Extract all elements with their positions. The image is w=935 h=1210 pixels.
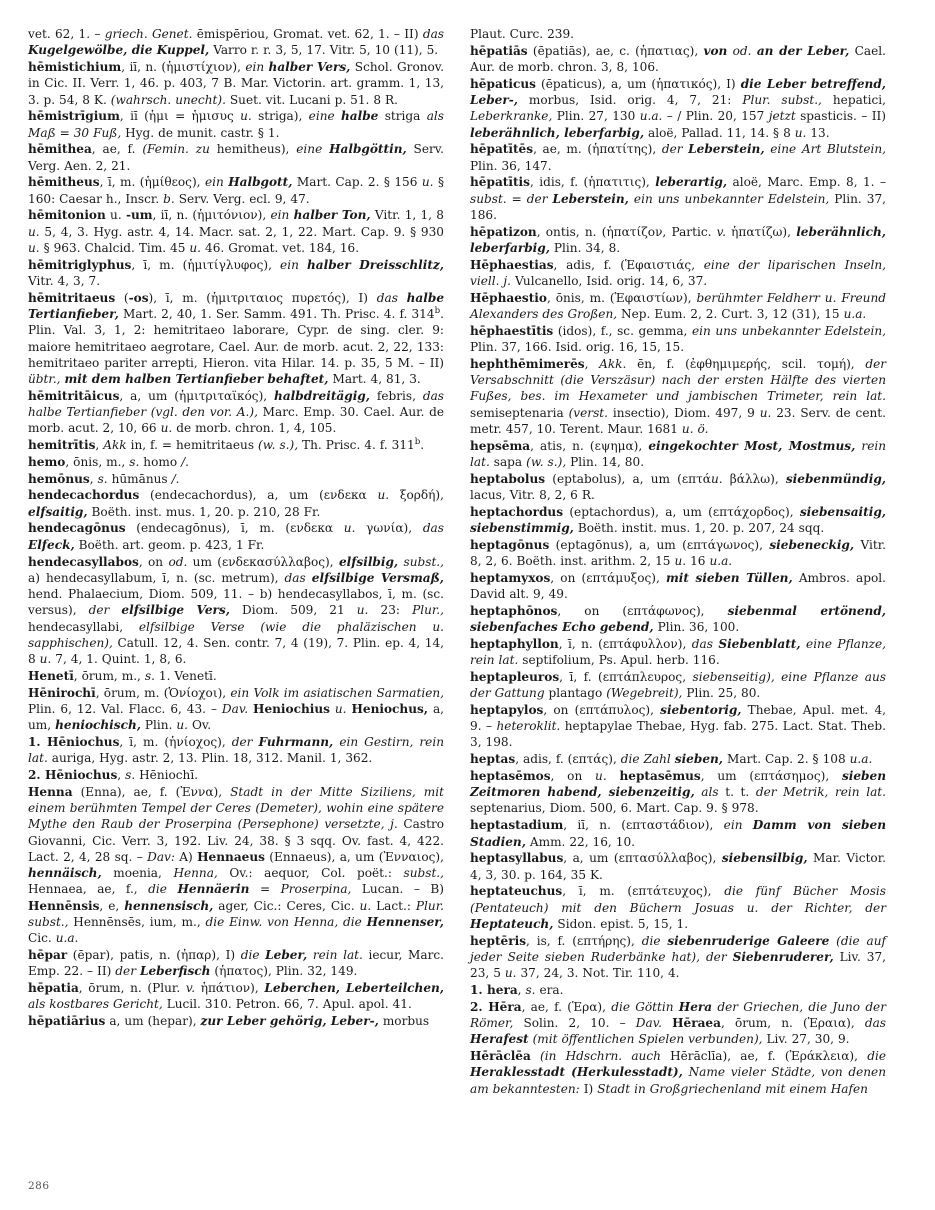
dictionary-entry: 2. Hēniochus, s. Hēniochī. xyxy=(28,767,199,782)
dictionary-entry: 2. Hēra, ae, f. (Ἑρα), die Göttin Hera der Griechen, die Juno der Römer, Solin. 2, 10. – Dav. Hēraea, ōrum, n. (Ἑραια), das Herafest (mit öffentlichen Spielen verbunden), Liv. 27, 30, 9. xyxy=(470,999,887,1047)
dictionary-entry: hēmitritāicus, a, um (ἡμιτριταϊκός), halbdreitägig, febris, das halbe Tertianfieber (vgl. den vor. A.), Marc. Emp. 30. Cael. Aur. de morb. acut. 2, 10, 66 u. de morb. chron. 1, 4, 105. xyxy=(28,388,445,436)
dictionary-entry: heptateuchus, ī, m. (επτάτευχος), die fünf Bücher Mosis (Pentateuch) mit den Büchern Josuas u. der Richter, der Heptateuch, Sidon. epist. 5, 15, 1. xyxy=(470,884,886,931)
left-column xyxy=(28,26,444,1097)
dictionary-entry: hendecachordus (endecachordus), a, um (ενδεκα u. ξορδή), elfsaitig, Boëth. inst. mus. 1, 20. p. 210, 28 Fr. xyxy=(28,488,444,519)
dictionary-entry: hemitrītis, Akk in, f. = hemitritaeus (w. s.), Th. Prisc. 4. f. 311$^b$. xyxy=(28,437,425,453)
dictionary-entry: heptapleuros, ī, f. (επτάπλευρος, siebenseitig), eine Pflanze aus der Gattung plantago (Wegebreit), Plin. 25, 80. xyxy=(470,669,886,701)
dictionary-entry: heptapylos, on (επτάπυλος), siebentorig, Thebae, Apul. met. 4, 9. – heteroklit. heptapylae Thebae, Hyg. fab. 275. Lact. Stat. Theb. 3, 198. xyxy=(470,702,886,750)
dictionary-entry: hēmistrīgium, iī (ἡμι = ἡμισυς u. striga), eine halbe striga als Maß = 30 Fuß, Hyg. de munit. castr. § 1. xyxy=(28,109,444,140)
dictionary-entry: hēpar (ēpar), patis, n. (ἠπαρ), I) die Leber, rein lat. iecur, Marc. Emp. 22. – II) der Leberfisch (ἡπατος), Plin. 32, 149. xyxy=(28,947,444,979)
dictionary-entry: heptastadium, iī, n. (επταστάδιον), ein Damm von sieben Stadien, Amm. 22, 16, 10. xyxy=(470,818,886,849)
dictionary-entry: Hēphaestio, ōnis, m. (Ἑφαιστίων), berühmter Feldherr u. Freund Alexanders des Großen, Nep. Eum. 2, 2. Curt. 3, 12 (31), 15 u.a. xyxy=(470,290,886,322)
dictionary-entry: hemo, ōnis, m., s. homo /. xyxy=(28,454,189,469)
dictionary-entry: heptas, adis, f. (επτάς), die Zahl sieben, Mart. Cap. 2. § 108 u.a. xyxy=(470,752,873,767)
dictionary-entry: Hērāclēa (in Hdschrn. auch Hērāclīa), ae, f. (Ἑράκλεια), die Heraklesstadt (Herkulesstadt), Name vieler Städte, von denen am bekanntesten: I) Stadt in Großgriechenland mit einem Hafen xyxy=(470,1048,886,1096)
dictionary-entry: heptasyllabus, a, um (επτασύλλαβος), siebensilbig, Mar. Victor. 4, 3, 30. p. 164, 35 K. xyxy=(470,851,887,882)
dictionary-entry: hemōnus, s. hūmānus /. xyxy=(28,471,180,486)
dictionary-entry: 1. Hēniochus, ī, m. (ἡνίοχος), der Fuhrmann, ein Gestirn, rein lat. auriga, Hyg. astr. 2, 13. Plin. 18, 312. Manil. 1, 362. xyxy=(28,734,444,766)
dictionary-entry: hēmitritaeus (-os), ī, m. (ἡμιτριταιος πυρετός), I) das halbe Tertianfieber, Mart. 2, 40, 1. Ser. Samm. 491. Th. Prisc. 4. f. 314$^b$. Plin. Val. 3, 1, 2: hemitritaeo laborare, Cypr. de sing. cler. 9: maiore hemitritaeo aegrotare, Cael. Aur. de morb. acut. 2, 22, 133: hemitritaeo pariter arrepti, Hieron. vita Hilar. 14. p. 35, 5 M. – II) übtr., mit dem halben Tertianfieber behaftet, Mart. 4, 81, 3. xyxy=(28,290,445,387)
dictionary-entry: hendecagōnus (endecagōnus), ī, m. (ενδεκα u. γωνία), das Elfeck, Boëth. art. geom. p. 423, 1 Fr. xyxy=(28,521,444,552)
dictionary-entry: hēphaestītis (idos), f., sc. gemma, ein uns unbekannter Edelstein, Plin. 37, 166. Isid. orig. 16, 15, 15. xyxy=(470,323,886,355)
dictionary-entry: Henetī, ōrum, m., s. 1. Venetī. xyxy=(28,668,217,683)
dictionary-entry: heptamyxos, on (επτάμυξος), mit sieben Tüllen, Ambros. apol. David alt. 9, 49. xyxy=(470,570,886,602)
dictionary-entry: heptaphōnos, on (επτάφωνος), siebenmal ertönend, siebenfaches Echo gebend, Plin. 36, 100. xyxy=(470,603,887,635)
dictionary-entry: hēpaticus (ēpaticus), a, um (ἡπατικός), I) die Leber betreffend, Leber-, morbus, Isid. orig. 4, 7, 21: Plur. subst., hepatici, Leberkranke, Plin. 27, 130 u.a. – / Plin. 20, 157 jetzt spasticis. – II) leberähnlich, leberfarbig, aloë, Pallad. 11, 14. § 8 u. 13. xyxy=(470,76,886,140)
dictionary-entry: hēpatītēs, ae, m. (ἡπατίτης), der Leberstein, eine Art Blutstein, Plin. 36, 147. xyxy=(470,142,886,173)
dictionary-entry: Hēnirochī, ōrum, m. (Ὁνίοχοι), ein Volk im asiatischen Sarmatien, Plin. 6, 12. Val. Flacc. 6, 43. – Dav. Heniochius u. Heniochus, a, um, heniochisch, Plin. u. Ov. xyxy=(28,685,444,733)
dictionary-entry: heptasēmos, on u. heptasēmus, um (επτάσημος), sieben Zeitmoren habend, siebenzeitig, als t. t. der Metrik, rein lat. septenarius, Diom. 500, 6. Mart. Cap. 9. § 978. xyxy=(470,768,886,816)
dictionary-entry: vet. 62, 1. – griech. Genet. ēmispēriou, Gromat. vet. 62, 1. – II) das Kugelgewölbe, die Kuppel, Varro r. r. 3, 5, 17. Vitr. 5, 10 (11), 5. xyxy=(28,27,445,58)
dictionary-entry: hēmitriglyphus, ī, m. (ἡμιτίγλυφος), ein halber Dreisschlitz, Vitr. 4, 3, 7. xyxy=(28,257,444,288)
dictionary-entry: hēmistichium, iī, n. (ἡμιστίχιον), ein halber Vers, Schol. Gronov. in Cic. II. Verr. 1, 46. p. 403, 7 B. Mar. Victorin. art. gramm. 1, 13, 3. p. 54, 8 K. (wahrsch. unecht). Suet. vit. Lucani p. 51. 8 R. xyxy=(28,60,445,107)
dictionary-entry: Hēphaestias, adis, f. (Ἑφαιστιάς, eine der liparischen Inseln, viell. j. Vulcanello, Isid. orig. 14, 6, 37. xyxy=(470,257,887,288)
dictionary-entry: heptagōnus (eptagōnus), a, um (επτάγωνος), siebeneckig, Vitr. 8, 2, 6. Boëth. inst. arithm. 2, 15 u. 16 u.a. xyxy=(470,537,886,568)
dictionary-entry: hēmitonion u. -um, iī, n. (ἡμιτόνιον), ein halber Ton, Vitr. 1, 1, 8 u. 5, 4, 3. Hyg. astr. 4, 14. Macr. sat. 2, 1, 22. Mart. Cap. 9. § 930 u. § 963. Chalcid. Tim. 45 u. 46. Gromat. vet. 184, 16. xyxy=(28,208,444,255)
dictionary-entry: hendecasyllabos, on od. um (ενδεκασύλλαβος), elfsilbig, subst., a) hendecasyllabum, ī, n. (sc. metrum), das elfsilbige Versmaß, hend. Phalaecium, Diom. 509, 11. – b) hendecasyllabos, ī, m. (sc. versus), der elfsilbige Vers, Diom. 509, 21 u. 23: Plur., hendecasyllabi, elfsilbige Verse (wie die phaläzischen u. sapphischen), Catull. 12, 4. Sen. contr. 7, 4 (19), 7. Plin. ep. 4, 14, 8 u. 7, 4, 1. Quint. 1, 8, 6. xyxy=(28,554,445,667)
page-columns xyxy=(28,26,908,1097)
page-number: 286 xyxy=(28,1180,50,1192)
dictionary-entry: heptaphyllon, ī, n. (επτάφυλλον), das Siebenblatt, eine Pflanze, rein lat. septifolium, Ps. Apul. herb. 116. xyxy=(470,636,887,668)
dictionary-entry: Henna (Enna), ae, f. (Ἐννα), Stadt in der Mitte Siziliens, mit einem berühmten Tempel der Ceres (Demeter), wohin eine spätere Mythe den Raub der Proserpina (Persephone) versetzte, j. Castro Giovanni, Cic. Verr. 3, 192. Liv. 24, 38. § 3 sqq. Ov. fast. 4, 422. Lact. 2, 4, 28 sq. – Dav: A) Hennaeus (Ennaeus), a, um (Ἐνναιος), hennäisch, moenia, Henna, Ov.: aequor, Col. poët.: subst., Hennaea, ae, f., die Hennäerin = Proserpina, Lucan. – B) Hennēnsis, e, hennensisch, ager, Cic.: Ceres, Cic. u. Lact.: Plur. subst., Hennēnsēs, ium, m., die Einw. von Henna, die Hennenser, Cic. u.a. xyxy=(28,784,445,946)
dictionary-entry: heptabolus (eptabolus), a, um (επτάu. βάλλω), siebenmündig, lacus, Vitr. 8, 2, 6 R. xyxy=(470,471,887,502)
dictionary-entry: hēmitheus, ī, m. (ἡμίθεος), ein Halbgott, Mart. Cap. 2. § 156 u. § 160: Caesar h., Inscr. b. Serv. Verg. ecl. 9, 47. xyxy=(28,175,445,206)
dictionary-entry: hēpatia, ōrum, n. (Plur. v. ἡπάτιον), Leberchen, Leberteilchen, als kostbares Gericht, Lucil. 310. Petron. 66, 7. Apul. apol. 41. xyxy=(28,980,445,1012)
dictionary-entry: heptēris, is, f. (επτήρης), die siebenruderige Galeere (die auf jeder Seite sieben Ruderbänke hat), der Siebenruderer, Liv. 37, 23, 5 u. 37, 24, 3. Not. Tir. 110, 4. xyxy=(470,933,886,981)
dictionary-entry: hēpatizon, ontis, n. (ἡπατίζον, Partic. v. ἡπατίζω), leberähnlich, leberfarbig, Plin. 34, 8. xyxy=(470,224,886,255)
dictionary-entry: hēmithea, ae, f. (Femin. zu hemitheus), eine Halbgöttin, Serv. Verg. Aen. 2, 21. xyxy=(28,142,445,173)
dictionary-entry: hēpatītis, idis, f. (ἡπατιτις), leberartig, aloë, Marc. Emp. 8, 1. – subst. = der Leberstein, ein uns unbekannter Edelstein, Plin. 37, 186. xyxy=(470,175,887,222)
dictionary-entry: hepsēma, atis, n. (εψημα), eingekochter Most, Mostmus, rein lat. sapa (w. s.), Plin. 14, 80. xyxy=(470,438,887,469)
dictionary-entry: Plaut. Curc. 239. xyxy=(470,27,575,41)
dictionary-entry: 1. hera, s. era. xyxy=(470,982,564,997)
dictionary-entry: hēpatiārius a, um (hepar), zur Leber gehörig, Leber-, morbus xyxy=(28,1013,430,1028)
dictionary-entry: heptachordus (eptachordus), a, um (επτάχορδος), siebensaitig, siebenstimmig, Boëth. instit. mus. 1, 20. p. 207, 24 sqq. xyxy=(470,504,886,535)
right-column xyxy=(470,26,886,1097)
dictionary-entry: hēpatiās (ēpatiās), ae, c. (ἡπατιας), von od. an der Leber, Cael. Aur. de morb. chron. 3, 8, 106. xyxy=(470,43,886,75)
dictionary-entry: hephthēmimerēs, Akk. ēn, f. (ἐφθημιμερής, scil. τομή), der Versabschnitt (die Verszäsur) nach der ersten Hälfte des vierten Fußes, bes. im Hexameter und jambischen Trimeter, rein lat. semiseptenaria (verst. insectio), Diom. 497, 9 u. 23. Serv. de cent. metr. 457, 10. Terent. Maur. 1681 u. ö. xyxy=(470,356,887,436)
